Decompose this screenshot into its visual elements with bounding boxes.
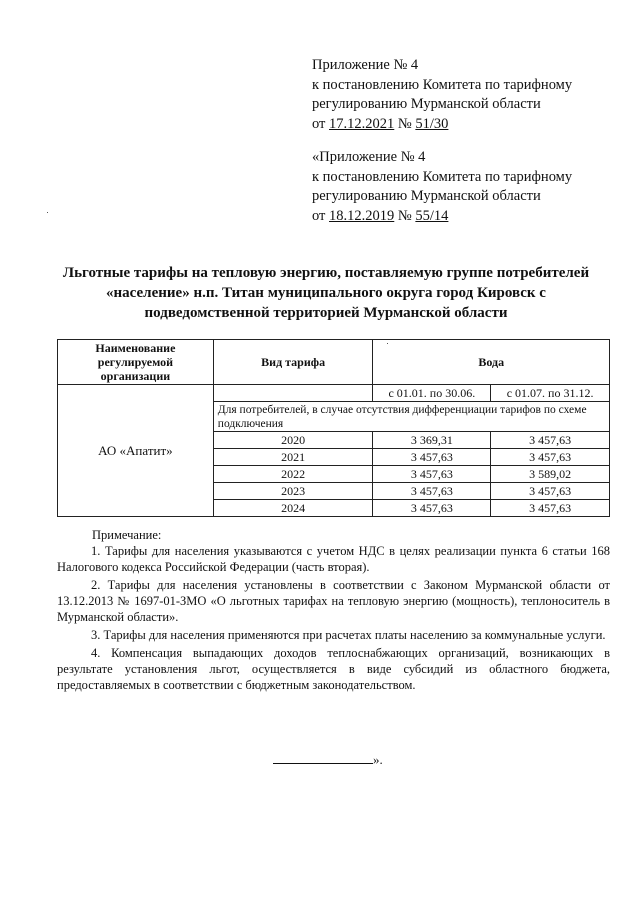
appendix-date-line: [312, 115, 572, 135]
header-tariff-type: Вид тарифа: [213, 340, 373, 385]
empty-cell: [213, 385, 373, 402]
tariff-h2: 3 457,63: [491, 432, 610, 449]
date-prefix: от: [312, 115, 330, 132]
resolution-number: 51/30: [415, 115, 449, 132]
scan-speck: [47, 212, 48, 213]
tariff-table: [57, 339, 610, 517]
scan-speck: [387, 343, 388, 344]
number-prefix: №: [394, 207, 416, 224]
note-item: 4. Компенсация выпадающих доходов теплоснабжающих организаций, возникающих в результате установления льгот, осуществляется в виде субсидий из областного бюджета, предоставляемых в соответствии с бюджетным законодательством.: [57, 646, 610, 692]
year-cell: 2020: [213, 432, 373, 449]
period-h2: с 01.07. по 31.12.: [491, 385, 610, 402]
closing-mark: [273, 752, 383, 768]
tariff-h1: 3 457,63: [373, 449, 491, 466]
notes-heading: Примечание:: [92, 528, 162, 542]
table-header-row: [58, 340, 610, 385]
appendix-line: регулированию Мурманской области: [312, 96, 541, 112]
appendix-date-line: [312, 207, 572, 227]
appendix-header-previous: [312, 148, 572, 226]
tariff-h1: 3 457,63: [373, 483, 491, 500]
appendix-header-current: [312, 56, 572, 134]
tariff-h1: 3 457,63: [373, 500, 491, 517]
appendix-line: Приложение № 4: [312, 57, 419, 73]
period-h1: с 01.01. по 30.06.: [373, 385, 491, 402]
resolution-number: 55/14: [415, 207, 449, 224]
period-row: [58, 385, 610, 402]
tariff-h2: 3 457,63: [491, 449, 610, 466]
title-line: «население» н.п. Титан муниципального округа город Кировск с: [106, 285, 546, 301]
year-cell: 2024: [213, 500, 373, 517]
closing-quote: ».: [373, 752, 383, 767]
note-item: 2. Тарифы для населения установлены в соответствии с Законом Мурманской области от 13.12.2013 № 1697-01-ЗМО «О льготных тарифах на тепловую энергию (мощность), теплоноситель в Мурманской области».: [57, 578, 610, 624]
title-line: Льготные тарифы на тепловую энергию, поставляемую группе потребителей: [62, 265, 590, 281]
resolution-date: 18.12.2019: [329, 207, 395, 224]
note-item: 1. Тарифы для населения указываются с учетом НДС в целях реализации пункта 6 статьи 168 Налогового кодекса Российской Федерации (часть вторая).: [57, 544, 610, 574]
tariff-h2: 3 457,63: [491, 483, 610, 500]
number-prefix: №: [394, 115, 416, 132]
header-org: Наименование регулируемой организации: [58, 340, 214, 385]
signature-line: [273, 752, 373, 764]
tariff-h1: 3 369,31: [373, 432, 491, 449]
note-item: 3. Тарифы для населения применяются при расчетах платы населению за коммунальные услуги.: [91, 628, 606, 642]
title-line: подведомственной территорией Мурманской области: [144, 305, 508, 321]
tariff-h2: 3 589,02: [491, 466, 610, 483]
resolution-date: 17.12.2021: [329, 115, 395, 132]
appendix-line: «Приложение № 4: [312, 149, 426, 165]
tariff-h1: 3 457,63: [373, 466, 491, 483]
tariff-h2: 3 457,63: [491, 500, 610, 517]
year-cell: 2021: [213, 449, 373, 466]
notes-section: [57, 527, 610, 695]
appendix-line: к постановлению Комитета по тарифному: [312, 76, 573, 93]
appendix-line: к постановлению Комитета по тарифному: [312, 168, 573, 185]
year-cell: 2022: [213, 466, 373, 483]
year-cell: 2023: [213, 483, 373, 500]
appendix-line: регулированию Мурманской области: [312, 188, 541, 204]
date-prefix: от: [312, 207, 330, 224]
document-title: [40, 263, 612, 323]
org-name-cell: АО «Апатит»: [58, 385, 214, 517]
consumer-condition: Для потребителей, в случае отсутствия дифференциации тарифов по схеме подключения: [213, 402, 609, 432]
header-water: Вода: [373, 340, 610, 385]
